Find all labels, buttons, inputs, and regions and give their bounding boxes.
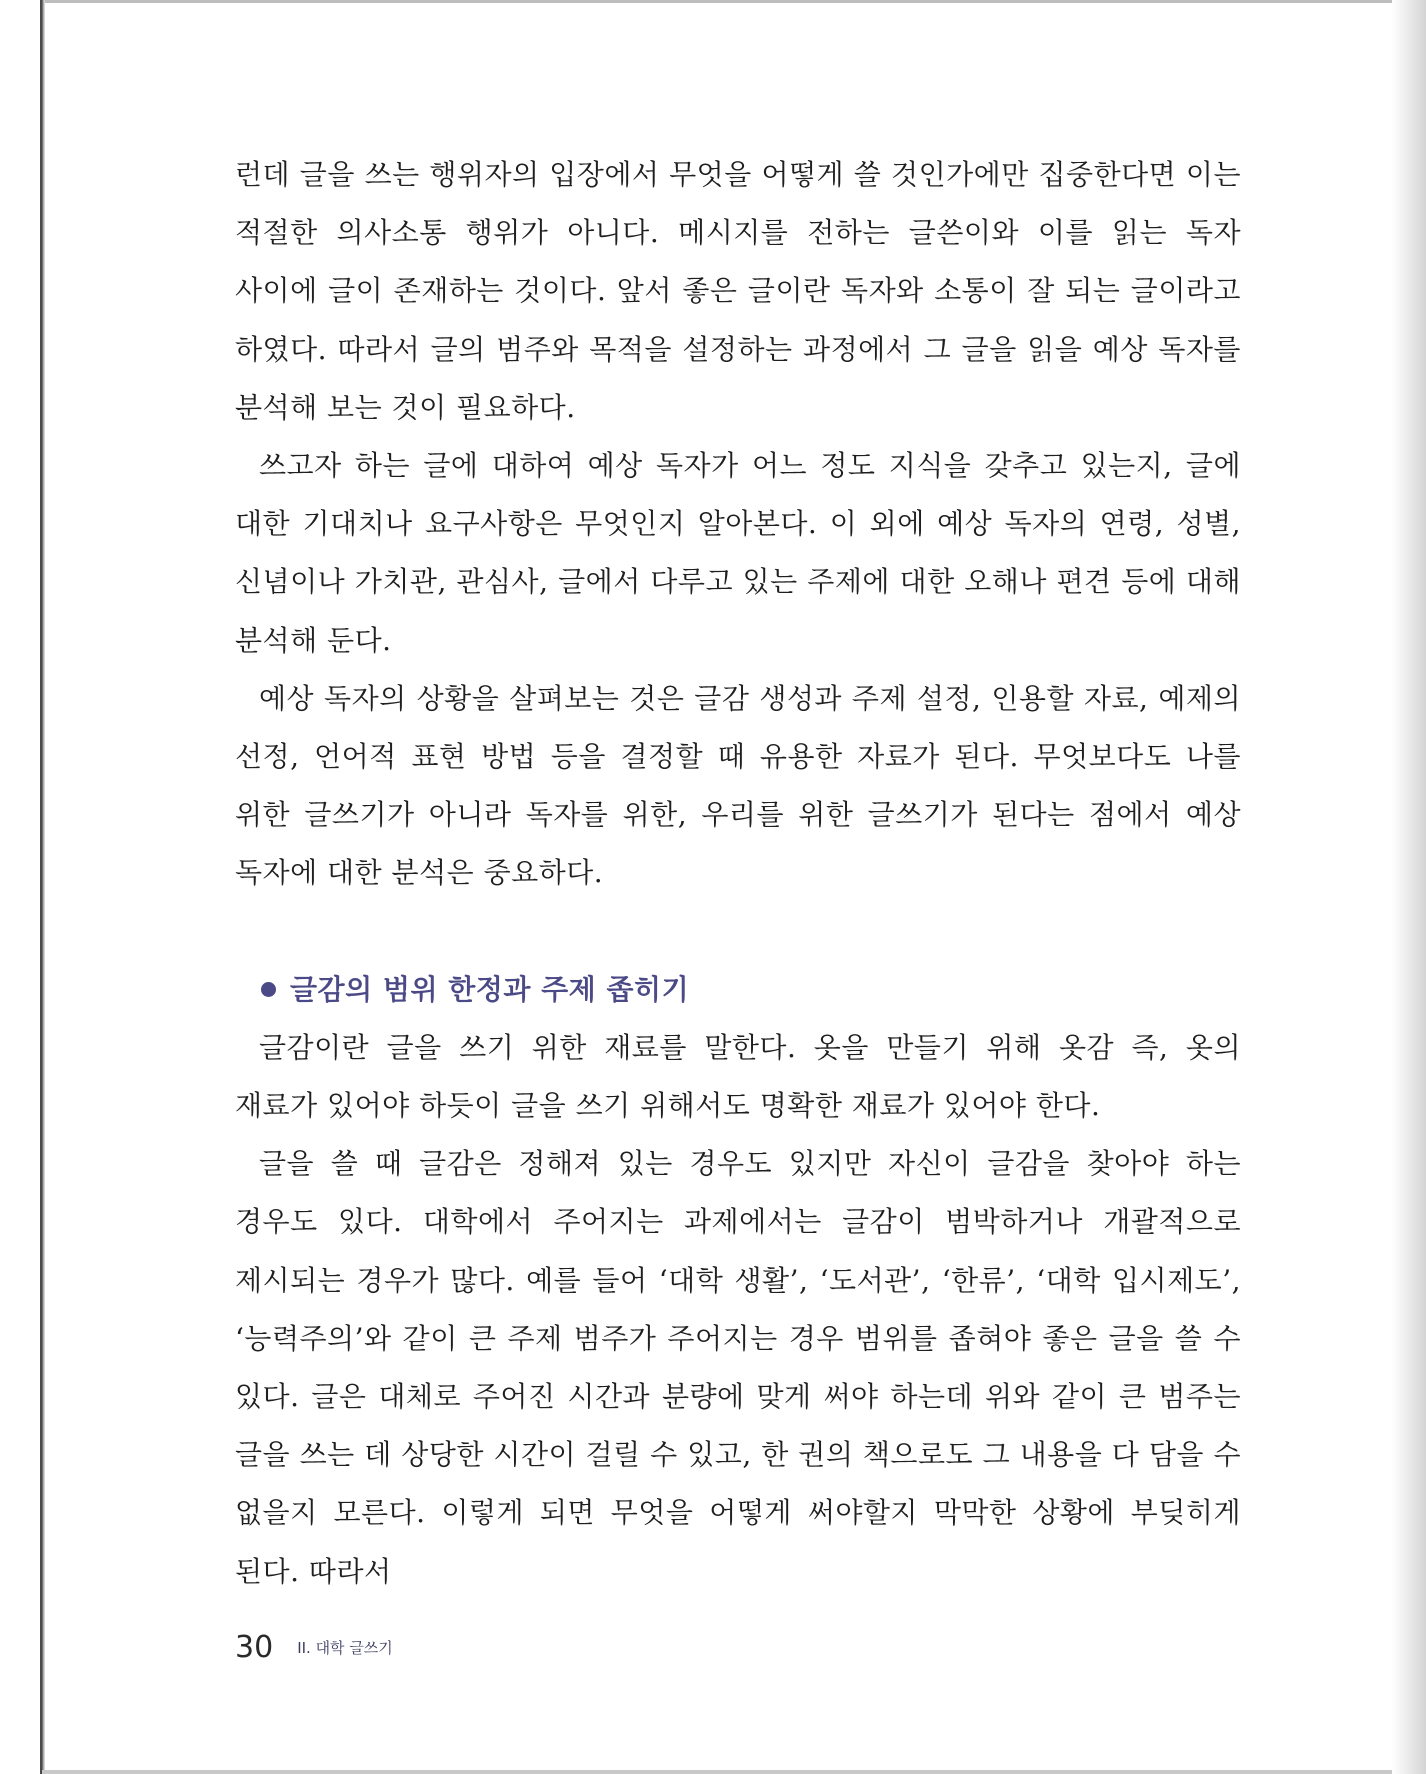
- paragraph-continued: 런데 글을 쓰는 행위자의 입장에서 무엇을 어떻게 쓸 것인가에만 집중한다면 이는 적절한 의사소통 행위가 아니다. 메시지를 전하는 글쓴이와 이를 읽는 독자 사이에 글이 존재하는 것이다. 앞서 좋은 글이란 독자와 소통이 잘 되는 글이라고 하였다. 따라서 글의 범주와 목적을 설정하는 과정에서 그 글을 읽을 예상 독자를 분석해 보는 것이 필요하다.: [235, 158, 1241, 424]
- section-heading: [235, 961, 1241, 1019]
- bullet-icon: [261, 982, 276, 997]
- paragraph-material-definition: 글감이란 글을 쓰기 위한 재료를 말한다. 옷을 만들기 위해 옷감 즉, 옷의 재료가 있어야 하듯이 글을 쓰기 위해서도 명확한 재료가 있어야 한다.: [235, 1030, 1241, 1123]
- page-footer: [235, 1630, 393, 1665]
- page-shadow-right: [1392, 0, 1426, 1774]
- page-content: [235, 146, 1241, 1601]
- page-edge-left: [40, 0, 45, 1774]
- paragraph-reader-analysis: 쓰고자 하는 글에 대하여 예상 독자가 어느 정도 지식을 갖추고 있는지, 글에 대한 기대치나 요구사항은 무엇인지 알아본다. 이 외에 예상 독자의 연령, 성별, 신념이나 가치관, 관심사, 글에서 다루고 있는 주제에 대한 오해나 편견 등에 대해 분석해 둔다.: [235, 449, 1241, 657]
- paragraph-reader-importance: 예상 독자의 상황을 살펴보는 것은 글감 생성과 주제 설정, 인용할 자료, 예제의 선정, 언어적 표현 방법 등을 결정할 때 유용한 자료가 된다. 무엇보다도 나를 위한 글쓰기가 아니라 독자를 위한, 우리를 위한 글쓰기가 된다는 점에서 예상 독자에 대한 분석은 중요하다.: [235, 681, 1241, 890]
- page-edge-bottom: [42, 1770, 1426, 1774]
- running-header: II. 대학 글쓰기: [297, 1639, 393, 1657]
- page-edge-top: [42, 0, 1392, 3]
- paragraph-narrowing-topic: 글을 쓸 때 글감은 정해져 있는 경우도 있지만 자신이 글감을 찾아야 하는 경우도 있다. 대학에서 주어지는 과제에서는 글감이 범박하거나 개괄적으로 제시되는 경우가 많다. 예를 들어 ‘대학 생활’, ‘도서관’, ‘한류’, ‘대학 입시제도’, ‘능력주의’와 같이 큰 주제 범주가 주어지는 경우 범위를 좁혀야 좋은 글을 쓸 수 있다. 글은 대체로 주어진 시간과 분량에 맞게 써야 하는데 위와 같이 큰 범주는 글을 쓰는 데 상당한 시간이 걸릴 수 있고, 한 권의 책으로도 그 내용을 다 담을 수 없을지 모른다. 이렇게 되면 무엇을 어떻게 써야할지 막막한 상황에 부딪히게 된다. 따라서: [235, 1147, 1241, 1588]
- page-number: 30: [235, 1630, 274, 1665]
- section-heading-text: 글감의 범위 한정과 주제 좁히기: [290, 972, 690, 1006]
